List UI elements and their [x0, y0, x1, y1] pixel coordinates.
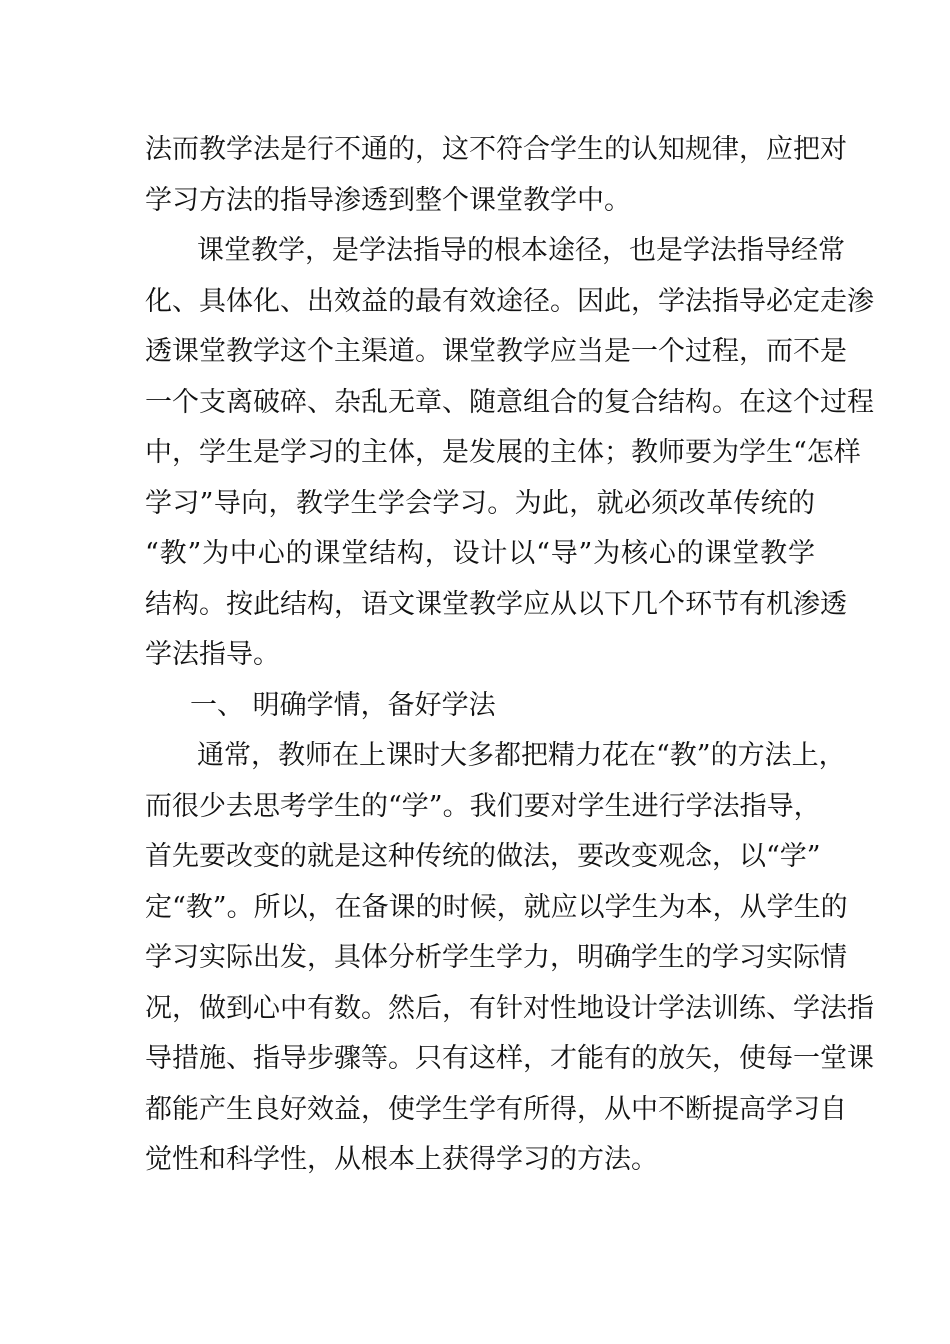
text-line: 而很少去思考学生的“学”。我们要对学生进行学法指导，: [145, 790, 821, 822]
text-line: 学法指导。: [145, 639, 280, 670]
text-line: “教”为中心的课堂结构，设计以“导”为核心的课堂教学: [145, 538, 815, 569]
text-line: 化、具体化、出效益的最有效途径。因此，学法指导必定走渗: [145, 285, 874, 317]
text-line: 学习”导向，教学生学会学习。为此，就必须改革传统的: [145, 487, 815, 519]
document-body: [145, 125, 874, 1186]
text-line: 学习实际出发，具体分析学生学力，明确学生的学习实际情: [145, 942, 847, 973]
text-line: 觉性和科学性，从根本上获得学习的方法。: [145, 1144, 658, 1175]
text-line: 学习方法的指导渗透到整个课堂教学中。: [145, 184, 631, 216]
text-line: 首先要改变的就是这种传统的做法，要改变观念，以“学”: [145, 841, 821, 872]
text-line: 中，学生是学习的主体，是发展的主体；教师要为学生“怎样: [145, 437, 861, 468]
text-line: 法而教学法是行不通的，这不符合学生的认知规律，应把对: [145, 134, 847, 165]
text-line: 一个支离破碎、杂乱无章、随意组合的复合结构。在这个过程: [145, 386, 874, 418]
text-line: 透课堂教学这个主渠道。课堂教学应当是一个过程，而不是: [145, 336, 847, 367]
text-line: 结构。按此结构，语文课堂教学应从以下几个环节有机渗透: [145, 588, 847, 620]
text-line: 导措施、指导步骤等。只有这样，才能有的放矢，使每一堂课: [145, 1043, 874, 1074]
paragraph-first-line: 课堂教学，是学法指导的根本途径，也是学法指导经常: [197, 235, 845, 266]
text-line: 都能产生良好效益，使学生学有所得，从中不断提高学习自: [145, 1093, 847, 1125]
section-heading: 一、 明确学情，备好学法: [190, 689, 496, 721]
text-line: 定“教”。所以，在备课的时候，就应以学生为本，从学生的: [145, 891, 848, 923]
text-line: 况，做到心中有数。然后，有针对性地设计学法训练、学法指: [145, 992, 874, 1024]
paragraph-first-line: 通常，教师在上课时大多都把精力花在“教”的方法上，: [197, 740, 846, 771]
